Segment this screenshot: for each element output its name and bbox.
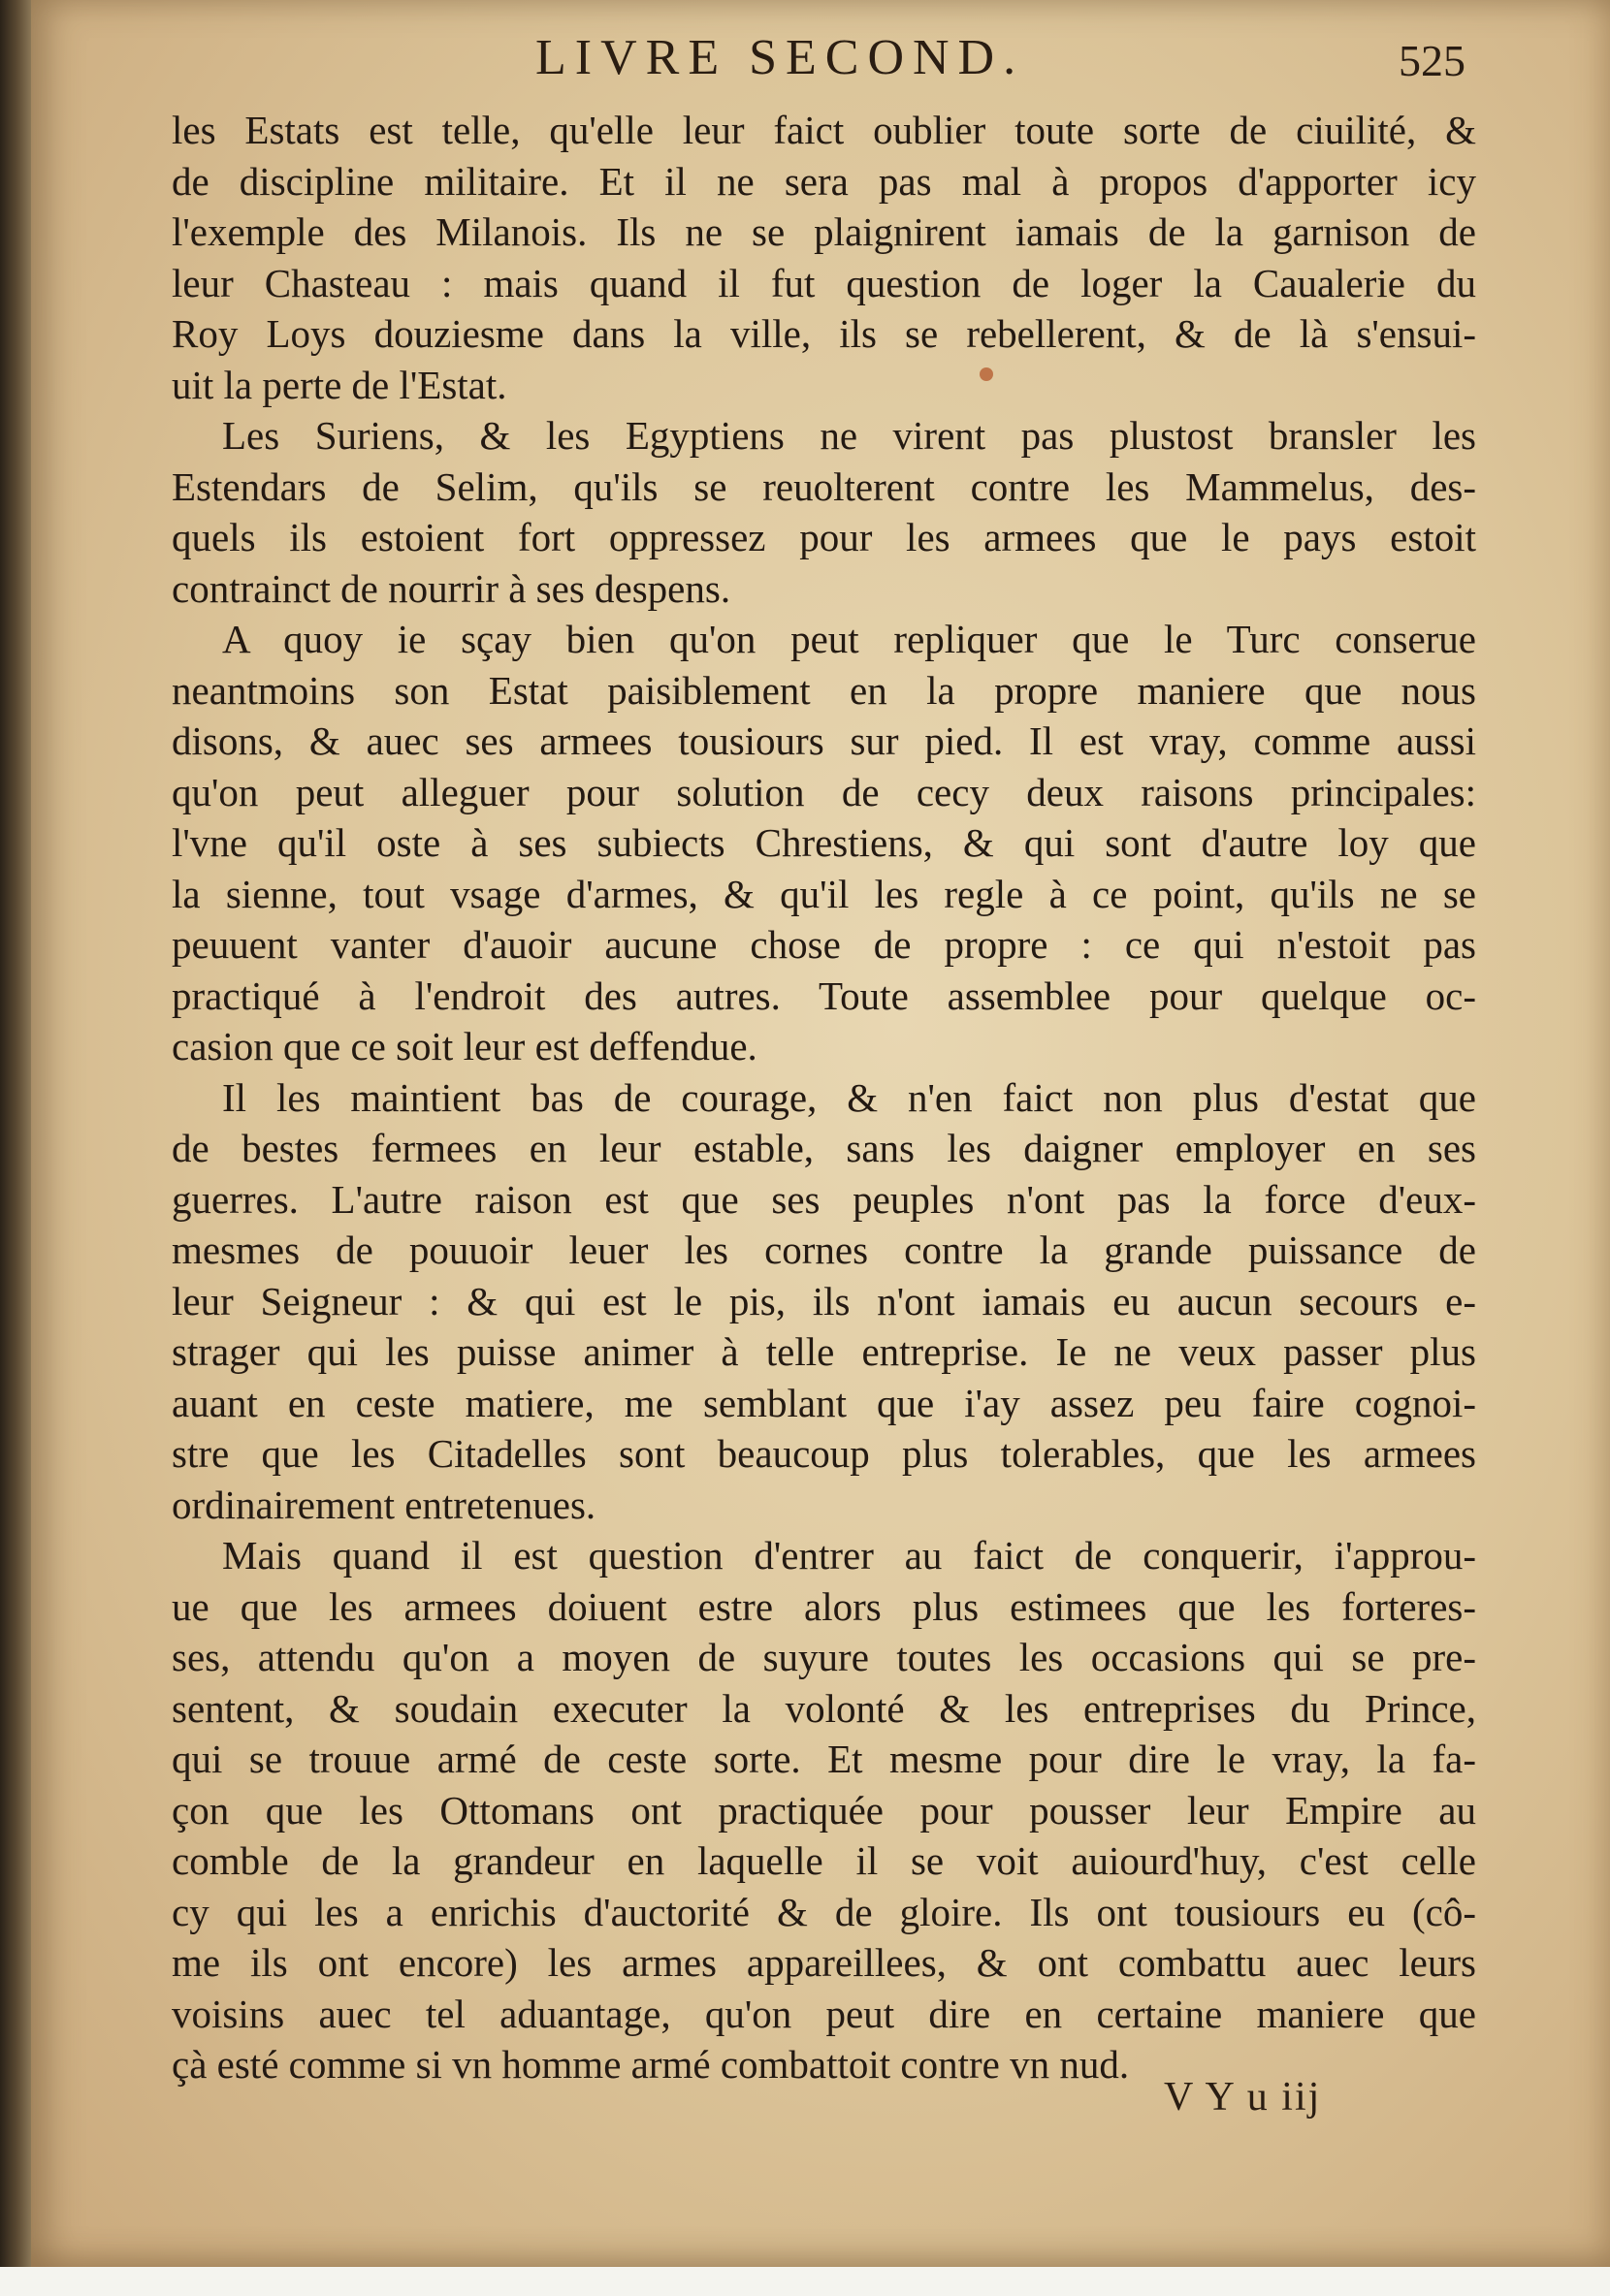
- text-line: stre que les Citadelles sont beaucoup plus tolerables, que les armees: [172, 1431, 1476, 1476]
- text-line: Mais quand il est question d'entrer au faict de conquerir, i'approu-: [222, 1533, 1476, 1578]
- page-number: 525: [1399, 36, 1465, 85]
- text-line: auant en ceste matiere, me semblant que i'ay assez peu faire cognoi-: [172, 1380, 1476, 1425]
- binding-gutter: [0, 0, 31, 2296]
- text-line: qu'on peut alleguer pour solution de cecy deux raisons principales:: [172, 769, 1476, 814]
- text-line: voisins auec tel aduantage, qu'on peut dire en certaine maniere que: [172, 1991, 1476, 2036]
- paper-sheet: [31, 0, 1610, 2267]
- text-line: practiqué à l'endroit des autres. Toute assemblee pour quelque oc-: [172, 973, 1476, 1018]
- text-line: guerres. L'autre raison est que ses peuples n'ont pas la force d'eux-: [172, 1176, 1476, 1222]
- text-line: Roy Loys douziesme dans la ville, ils se rebellerent, & de là s'ensui-: [172, 311, 1476, 356]
- text-line: casion que ce soit leur est deffendue.: [172, 1024, 757, 1068]
- text-line: çà esté comme si vn homme armé combattoit contre vn nud.: [172, 2042, 1130, 2087]
- text-line: strager qui les puisse animer à telle entreprise. Ie ne veux passer plus: [172, 1329, 1476, 1374]
- text-line: quels ils estoient fort oppressez pour les armees que le pays estoit: [172, 515, 1476, 559]
- text-line: me ils ont encore) les armes appareillees, & ont combattu auec leurs: [172, 1940, 1476, 1985]
- text-line: Estendars de Selim, qu'ils se reuolterent contre les Mammelus, des-: [172, 463, 1476, 509]
- text-line: ordinairement entretenues.: [172, 1482, 596, 1527]
- text-line: les Estats est telle, qu'elle leur faict oublier toute sorte de ciuilité, &: [172, 108, 1476, 152]
- text-line: qui se trouue armé de ceste sorte. Et mesme pour dire le vray, la fa-: [172, 1737, 1476, 1781]
- text-line: Il les maintient bas de courage, & n'en faict non plus d'estat que: [222, 1074, 1476, 1120]
- text-line: sentent, & soudain executer la volonté & les entreprises du Prince,: [172, 1685, 1476, 1731]
- text-line: A quoy ie sçay bien qu'on peut repliquer que le Turc conserue: [222, 617, 1476, 661]
- body-text: [172, 105, 1476, 2090]
- text-line: ue que les armees doiuent estre alors plus estimees que les forteres-: [172, 1583, 1476, 1629]
- scan-margin: [0, 2267, 1610, 2296]
- text-line: Les Suriens, & les Egyptiens ne virent pas plustost bransler les: [222, 413, 1476, 458]
- text-line: disons, & auec ses armees tousiours sur pied. Il est vray, comme aussi: [172, 718, 1476, 763]
- signature-mark: V Y u iij: [1164, 2075, 1322, 2120]
- text-line: contrainct de nourrir à ses despens.: [172, 565, 731, 611]
- text-line: cy qui les a enrichis d'auctorité & de gloire. Ils ont tousiours eu (cô-: [172, 1889, 1476, 1934]
- running-head: [31, 25, 1610, 93]
- text-line: ses, attendu qu'on a moyen de suyure toutes les occasions qui se pre-: [172, 1635, 1476, 1679]
- text-line: peuuent vanter d'auoir aucune chose de propre : ce qui n'estoit pas: [172, 922, 1476, 967]
- text-line: l'vne qu'il oste à ses subiects Chrestiens, & qui sont d'autre loy que: [172, 820, 1476, 865]
- text-line: leur Chasteau : mais quand il fut question de loger la Caualerie du: [172, 260, 1476, 305]
- text-line: leur Seigneur : & qui est le pis, ils n'ont iamais eu aucun secours e-: [172, 1278, 1476, 1323]
- text-line: çon que les Ottomans ont practiquée pour pousser leur Empire au: [172, 1787, 1476, 1833]
- running-title: LIVRE SECOND.: [535, 30, 1025, 85]
- text-line: l'exemple des Milanois. Ils ne se plaignirent iamais de la garnison de: [172, 209, 1476, 254]
- text-line: neantmoins son Estat paisiblement en la propre maniere que nous: [172, 667, 1476, 713]
- text-line: comble de la grandeur en laquelle il se voit auiourd'huy, c'est celle: [172, 1838, 1476, 1883]
- text-line: de bestes fermees en leur estable, sans les daigner employer en ses: [172, 1126, 1476, 1170]
- text-line: uit la perte de l'Estat.: [172, 362, 507, 407]
- text-line: la sienne, tout vsage d'armes, & qu'il les regle à ce point, qu'ils ne se: [172, 871, 1476, 916]
- text-line: de discipline militaire. Et il ne sera pas mal à propos d'apporter icy: [172, 158, 1476, 204]
- text-line: mesmes de pouuoir leuer les cornes contre la grande puissance de: [172, 1228, 1476, 1272]
